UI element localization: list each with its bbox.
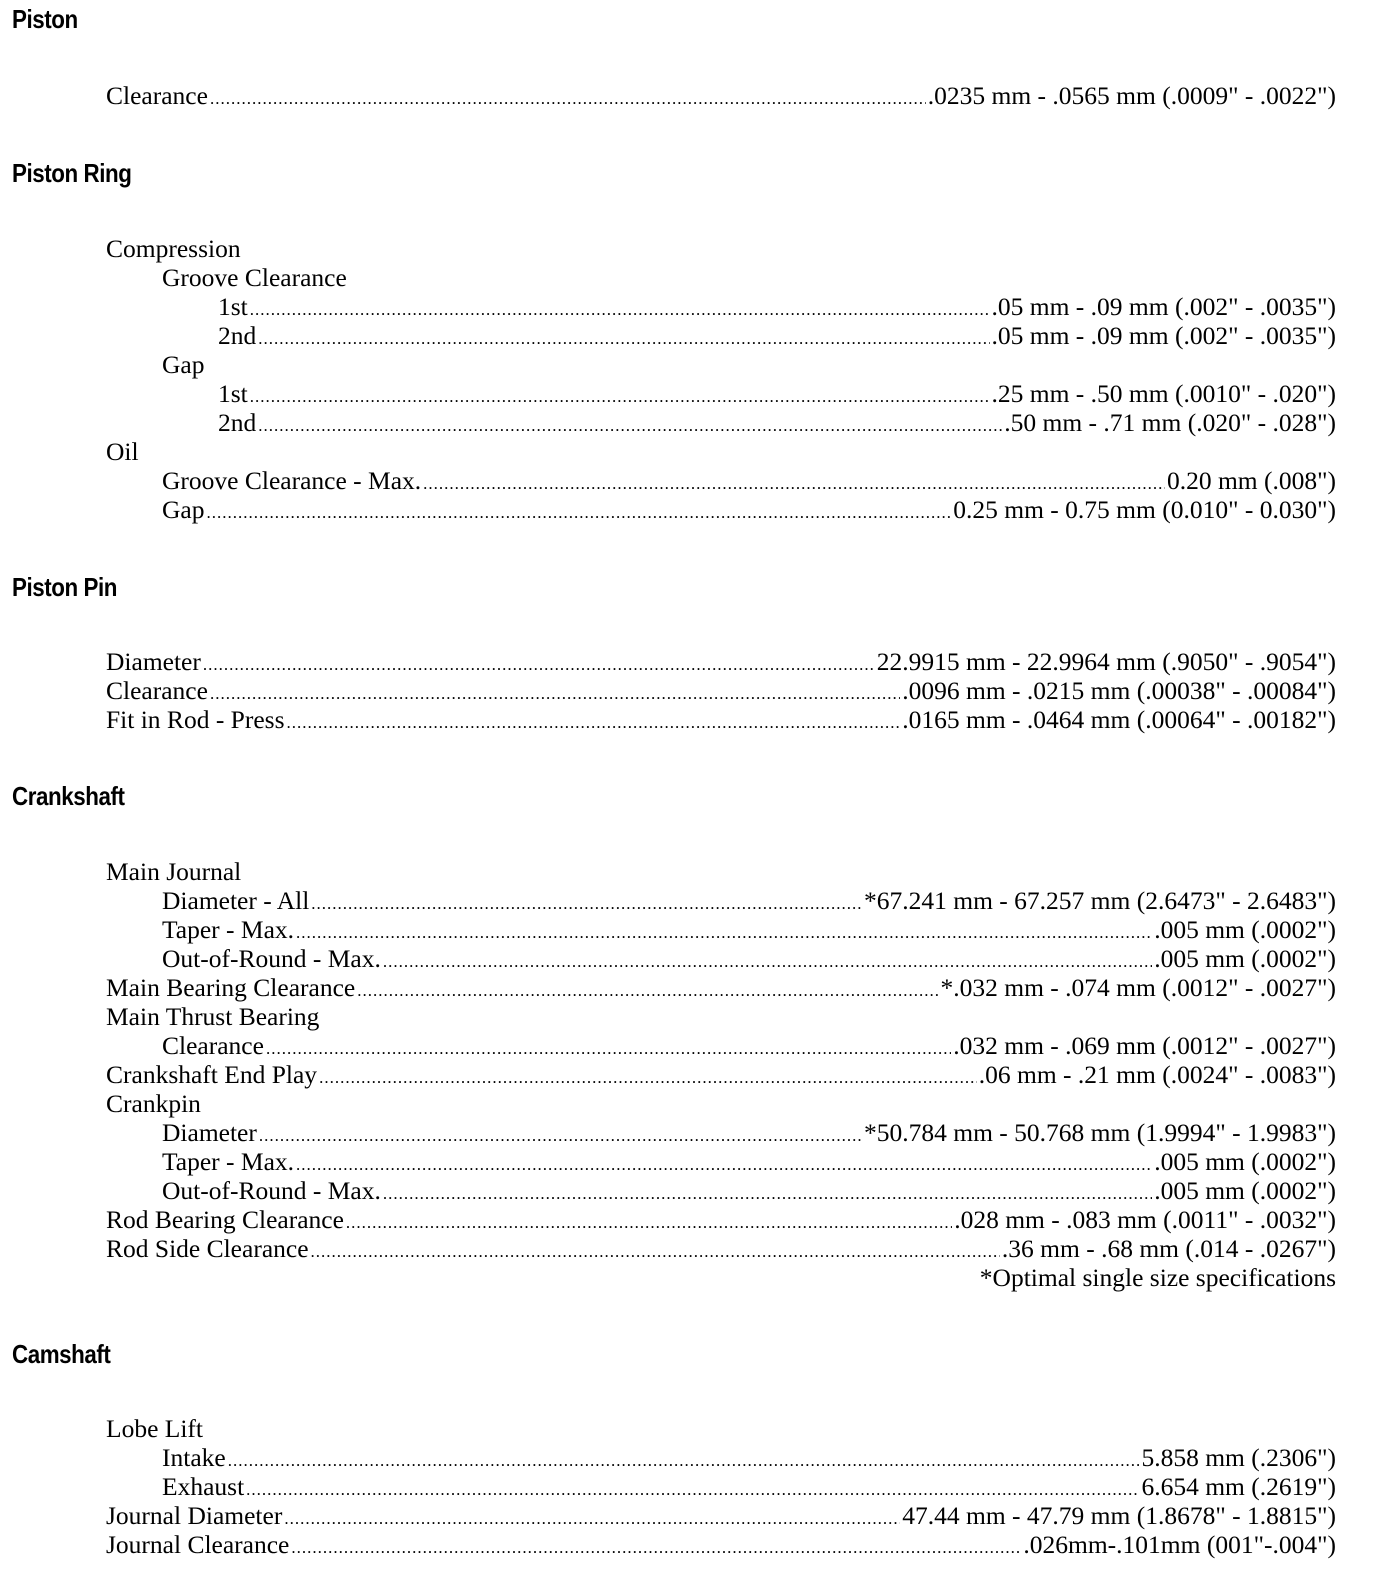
spec-label: Groove Clearance - Max. bbox=[162, 466, 422, 495]
leader-dots bbox=[311, 1237, 1000, 1266]
spec-label: Diameter bbox=[106, 647, 201, 676]
spec-value: .005 mm (.0002") bbox=[1154, 1147, 1336, 1176]
leader-dots bbox=[296, 918, 1152, 947]
leader-dots bbox=[423, 469, 1165, 498]
spec-row-journal-clearance bbox=[106, 1530, 1336, 1559]
section-title-piston: Piston bbox=[12, 4, 78, 34]
spec-value: 5.858 mm (.2306") bbox=[1141, 1443, 1336, 1472]
leader-dots bbox=[284, 1504, 900, 1533]
spec-label: Exhaust bbox=[162, 1472, 245, 1501]
leader-dots bbox=[206, 498, 951, 527]
spec-row-end-play bbox=[106, 1060, 1336, 1089]
leader-dots bbox=[210, 84, 926, 113]
spec-label: Rod Side Clearance bbox=[106, 1234, 309, 1263]
spec-value: *67.241 mm - 67.257 mm (2.6473" - 2.6483") bbox=[864, 886, 1336, 915]
spec-row-oil-groove bbox=[162, 466, 1336, 495]
spec-label: Crankshaft End Play bbox=[106, 1060, 318, 1089]
spec-row-pin-clearance bbox=[106, 676, 1336, 705]
spec-value: 0.25 mm - 0.75 mm (0.010" - 0.030") bbox=[953, 495, 1336, 524]
leader-dots bbox=[210, 679, 900, 708]
leader-dots bbox=[291, 1533, 1021, 1562]
spec-label: Taper - Max. bbox=[162, 1147, 295, 1176]
spec-value: 6.654 mm (.2619") bbox=[1141, 1472, 1336, 1501]
spec-row-main-bearing bbox=[106, 973, 1336, 1002]
leader-dots bbox=[296, 1150, 1152, 1179]
spec-row-thrust-clearance bbox=[162, 1031, 1336, 1060]
leader-dots bbox=[250, 295, 990, 324]
spec-row-intake bbox=[162, 1443, 1336, 1472]
spec-label: Fit in Rod - Press bbox=[106, 705, 285, 734]
leader-dots bbox=[383, 1179, 1152, 1208]
spec-row-piston-clearance bbox=[106, 81, 1336, 110]
spec-row-groove-2nd bbox=[218, 321, 1336, 350]
group-label-crankpin: Crankpin bbox=[106, 1089, 201, 1118]
spec-label: Rod Bearing Clearance bbox=[106, 1205, 344, 1234]
spec-row-cp-out-of-round bbox=[162, 1176, 1336, 1205]
spec-row-journal-diameter bbox=[106, 1501, 1336, 1530]
footnote-optimal-size: *Optimal single size specifications bbox=[979, 1263, 1336, 1292]
spec-value: 47.44 mm - 47.79 mm (1.8678" - 1.8815") bbox=[902, 1501, 1336, 1530]
spec-label: Clearance bbox=[106, 676, 208, 705]
spec-value: 0.20 mm (.008") bbox=[1166, 466, 1336, 495]
leader-dots bbox=[311, 889, 862, 918]
spec-value: .005 mm (.0002") bbox=[1154, 1176, 1336, 1205]
spec-value: .028 mm - .083 mm (.0011" - .0032") bbox=[954, 1205, 1336, 1234]
leader-dots bbox=[346, 1208, 952, 1237]
spec-value: .005 mm (.0002") bbox=[1154, 915, 1336, 944]
group-label-gap: Gap bbox=[162, 350, 205, 379]
spec-value: .50 mm - .71 mm (.020" - .028") bbox=[1004, 408, 1336, 437]
leader-dots bbox=[258, 411, 1002, 440]
spec-label: 1st bbox=[218, 292, 248, 321]
leader-dots bbox=[357, 976, 938, 1005]
spec-value: .032 mm - .069 mm (.0012" - .0027") bbox=[953, 1031, 1336, 1060]
spec-row-rod-bearing bbox=[106, 1205, 1336, 1234]
group-label-oil: Oil bbox=[106, 437, 139, 466]
leader-dots bbox=[203, 650, 875, 679]
group-label-main-thrust: Main Thrust Bearing bbox=[106, 1002, 320, 1031]
section-title-piston-ring: Piston Ring bbox=[12, 158, 132, 188]
leader-dots bbox=[250, 382, 990, 411]
leader-dots bbox=[246, 1475, 1139, 1504]
group-label-compression: Compression bbox=[106, 234, 241, 263]
spec-label: Journal Diameter bbox=[106, 1501, 283, 1530]
spec-value: .25 mm - .50 mm (.0010" - .020") bbox=[991, 379, 1336, 408]
spec-row-pin-fit bbox=[106, 705, 1336, 734]
spec-value: *50.784 mm - 50.768 mm (1.9994" - 1.9983") bbox=[864, 1118, 1336, 1147]
spec-row-oil-gap bbox=[162, 495, 1336, 524]
spec-value: 22.9915 mm - 22.9964 mm (.9050" - .9054") bbox=[876, 647, 1336, 676]
leader-dots bbox=[258, 324, 989, 353]
spec-value: .0235 mm - .0565 mm (.0009" - .0022") bbox=[927, 81, 1336, 110]
spec-value: .06 mm - .21 mm (.0024" - .0083") bbox=[978, 1060, 1336, 1089]
spec-value: .005 mm (.0002") bbox=[1154, 944, 1336, 973]
spec-row-exhaust bbox=[162, 1472, 1336, 1501]
spec-value: .0096 mm - .0215 mm (.00038" - .00084") bbox=[902, 676, 1336, 705]
spec-value: .0165 mm - .0464 mm (.00064" - .00182") bbox=[902, 705, 1336, 734]
spec-row-gap-1st bbox=[218, 379, 1336, 408]
spec-label: Diameter bbox=[162, 1118, 257, 1147]
section-title-piston-pin: Piston Pin bbox=[12, 572, 118, 602]
group-label-main-journal: Main Journal bbox=[106, 857, 242, 886]
spec-label: Taper - Max. bbox=[162, 915, 295, 944]
leader-dots bbox=[266, 1034, 951, 1063]
spec-label: Out-of-Round - Max. bbox=[162, 1176, 381, 1205]
leader-dots bbox=[228, 1446, 1140, 1475]
spec-label: Clearance bbox=[162, 1031, 264, 1060]
spec-label: Gap bbox=[162, 495, 205, 524]
spec-row-groove-1st bbox=[218, 292, 1336, 321]
spec-row-cp-diameter bbox=[162, 1118, 1336, 1147]
leader-dots bbox=[259, 1121, 862, 1150]
spec-row-pin-diameter bbox=[106, 647, 1336, 676]
spec-label: Journal Clearance bbox=[106, 1530, 290, 1559]
spec-label: Clearance bbox=[106, 81, 208, 110]
spec-value: .36 mm - .68 mm (.014 - .0267") bbox=[1001, 1234, 1336, 1263]
spec-value: .05 mm - .09 mm (.002" - .0035") bbox=[991, 292, 1336, 321]
spec-label: Out-of-Round - Max. bbox=[162, 944, 381, 973]
spec-value: *.032 mm - .074 mm (.0012" - .0027") bbox=[940, 973, 1336, 1002]
spec-row-mj-diameter bbox=[162, 886, 1336, 915]
leader-dots bbox=[287, 708, 901, 737]
section-title-camshaft: Camshaft bbox=[12, 1339, 111, 1369]
spec-value: .026mm-.101mm (001"-.004") bbox=[1023, 1530, 1336, 1559]
spec-label: 2nd bbox=[218, 408, 257, 437]
spec-label: Diameter - All bbox=[162, 886, 310, 915]
spec-label: 2nd bbox=[218, 321, 257, 350]
group-label-groove-clearance: Groove Clearance bbox=[162, 263, 347, 292]
spec-label: Intake bbox=[162, 1443, 226, 1472]
leader-dots bbox=[319, 1063, 977, 1092]
spec-row-mj-out-of-round bbox=[162, 944, 1336, 973]
leader-dots bbox=[383, 947, 1152, 976]
spec-row-rod-side bbox=[106, 1234, 1336, 1263]
spec-row-gap-2nd bbox=[218, 408, 1336, 437]
spec-value: .05 mm - .09 mm (.002" - .0035") bbox=[991, 321, 1336, 350]
group-label-lobe-lift: Lobe Lift bbox=[106, 1414, 204, 1443]
spec-label: Main Bearing Clearance bbox=[106, 973, 356, 1002]
spec-row-mj-taper bbox=[162, 915, 1336, 944]
section-title-crankshaft: Crankshaft bbox=[12, 781, 125, 811]
spec-label: 1st bbox=[218, 379, 248, 408]
spec-row-cp-taper bbox=[162, 1147, 1336, 1176]
